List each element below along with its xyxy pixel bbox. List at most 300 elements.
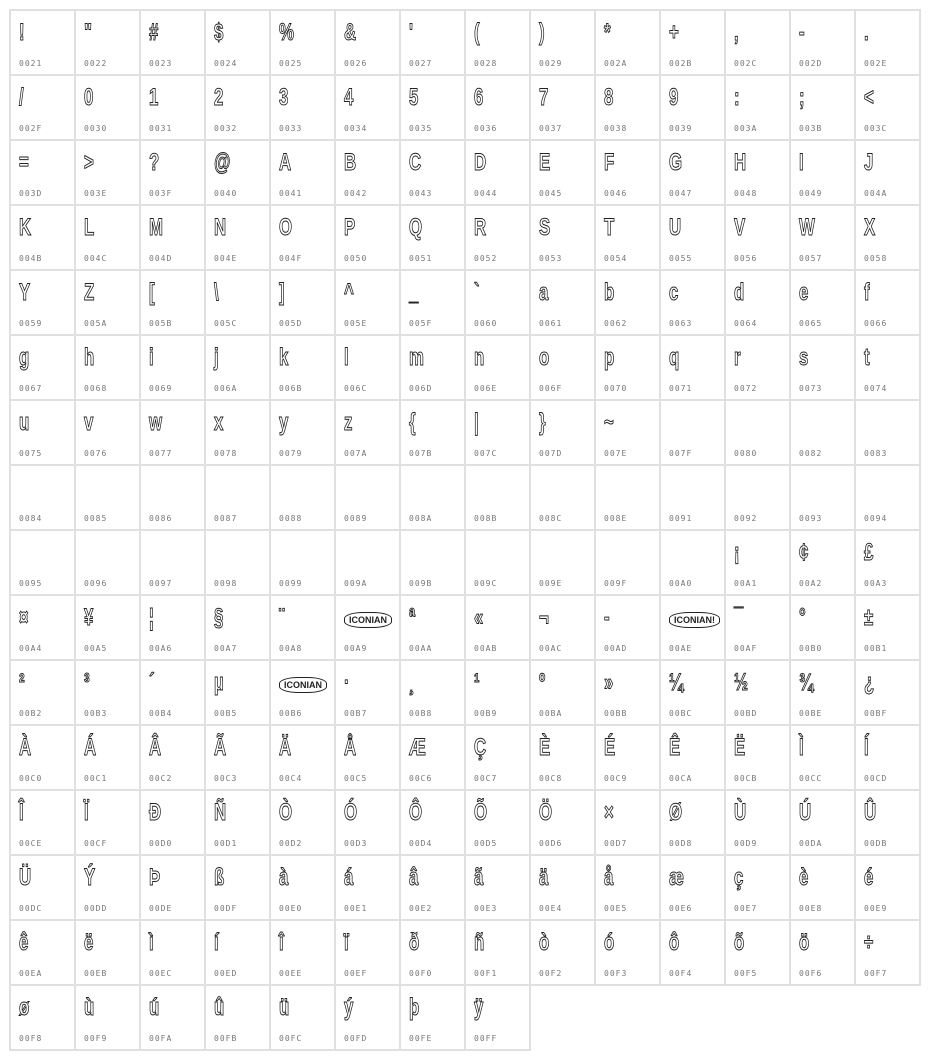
glyph-cell[interactable] [466, 596, 531, 661]
glyph: ï [344, 929, 349, 956]
glyph-code: 00E8 [799, 904, 823, 913]
glyph-cell[interactable] [661, 856, 726, 921]
glyph-cell[interactable] [271, 921, 336, 986]
glyph: ô [669, 929, 680, 956]
glyph-cell[interactable] [466, 206, 531, 271]
glyph-cell[interactable] [791, 791, 856, 856]
glyph-cell[interactable] [791, 661, 856, 726]
glyph-cell[interactable] [11, 11, 76, 76]
glyph-code: 00B3 [84, 709, 108, 718]
glyph-code: 004E [214, 254, 238, 263]
glyph-cell[interactable] [596, 141, 661, 206]
glyph: « [474, 604, 484, 631]
glyph-cell[interactable] [661, 11, 726, 76]
glyph-cell[interactable] [661, 141, 726, 206]
glyph: ã [474, 864, 484, 891]
glyph-cell[interactable] [791, 531, 856, 596]
glyph-cell[interactable] [726, 726, 791, 791]
glyph-cell[interactable] [11, 856, 76, 921]
glyph-cell[interactable] [596, 791, 661, 856]
glyph-cell[interactable] [726, 336, 791, 401]
glyph-cell[interactable] [271, 401, 336, 466]
glyph-cell[interactable] [661, 791, 726, 856]
glyph-cell[interactable] [726, 271, 791, 336]
glyph-code: 004C [84, 254, 108, 263]
glyph-cell[interactable] [11, 596, 76, 661]
glyph-code: 0077 [149, 449, 173, 458]
glyph-cell[interactable] [726, 401, 791, 466]
glyph-cell[interactable] [466, 401, 531, 466]
glyph-cell[interactable] [726, 596, 791, 661]
glyph-cell[interactable] [206, 791, 271, 856]
glyph-cell[interactable] [531, 11, 596, 76]
glyph-cell[interactable] [336, 726, 401, 791]
glyph-cell[interactable] [141, 466, 206, 531]
glyph-cell[interactable] [401, 531, 466, 596]
glyph-code: 00AA [409, 644, 433, 653]
glyph-cell[interactable] [206, 661, 271, 726]
glyph-cell[interactable] [856, 76, 921, 141]
glyph-cell[interactable] [596, 11, 661, 76]
glyph-cell[interactable] [726, 466, 791, 531]
glyph-cell[interactable] [466, 726, 531, 791]
glyph-cell[interactable] [791, 11, 856, 76]
glyph-cell[interactable] [401, 401, 466, 466]
glyph-cell[interactable] [206, 466, 271, 531]
glyph-cell[interactable] [271, 726, 336, 791]
glyph-cell[interactable] [401, 206, 466, 271]
glyph-code: 00E4 [539, 904, 563, 913]
glyph-cell[interactable] [531, 661, 596, 726]
glyph: ¿ [864, 669, 875, 696]
glyph-cell[interactable] [271, 531, 336, 596]
glyph-cell[interactable] [76, 336, 141, 401]
glyph-cell[interactable] [336, 791, 401, 856]
glyph-code: 003B [799, 124, 823, 133]
glyph-code: 0052 [474, 254, 498, 263]
glyph: . [864, 19, 869, 46]
glyph-cell[interactable] [336, 856, 401, 921]
glyph: r [734, 344, 741, 371]
glyph-code: 0099 [279, 579, 303, 588]
glyph-cell[interactable] [466, 986, 531, 1051]
glyph-cell[interactable] [726, 661, 791, 726]
glyph-cell[interactable] [76, 856, 141, 921]
glyph-code: 00F1 [474, 969, 498, 978]
glyph: þ [409, 994, 420, 1021]
glyph-cell[interactable] [11, 271, 76, 336]
glyph-cell[interactable] [141, 921, 206, 986]
glyph-cell[interactable] [76, 596, 141, 661]
glyph-code: 0089 [344, 514, 368, 523]
glyph-cell[interactable] [661, 76, 726, 141]
glyph-cell[interactable] [531, 791, 596, 856]
glyph-cell[interactable] [856, 726, 921, 791]
glyph-code: 0058 [864, 254, 888, 263]
glyph: { [409, 409, 416, 436]
glyph-cell[interactable] [466, 661, 531, 726]
glyph-cell[interactable] [11, 401, 76, 466]
glyph-cell[interactable] [661, 336, 726, 401]
glyph-cell[interactable] [206, 531, 271, 596]
glyph-cell[interactable] [791, 596, 856, 661]
glyph: à [279, 864, 289, 891]
glyph-cell[interactable] [401, 271, 466, 336]
glyph-cell[interactable] [466, 271, 531, 336]
glyph-code: 00F7 [864, 969, 888, 978]
glyph-cell[interactable] [141, 76, 206, 141]
glyph-cell[interactable] [661, 271, 726, 336]
glyph-cell[interactable] [206, 141, 271, 206]
glyph-code: 00AB [474, 644, 498, 653]
glyph-cell[interactable] [76, 466, 141, 531]
glyph-cell[interactable] [856, 141, 921, 206]
glyph-cell[interactable] [466, 336, 531, 401]
glyph: ó [604, 929, 615, 956]
glyph-cell[interactable] [206, 271, 271, 336]
glyph-cell[interactable] [466, 791, 531, 856]
glyph-cell[interactable] [11, 336, 76, 401]
glyph-cell[interactable] [206, 206, 271, 271]
glyph-cell[interactable] [596, 271, 661, 336]
glyph-cell[interactable] [531, 921, 596, 986]
glyph-cell[interactable] [206, 986, 271, 1051]
glyph-cell[interactable] [856, 531, 921, 596]
glyph-cell[interactable] [401, 856, 466, 921]
glyph-cell[interactable] [271, 856, 336, 921]
glyph-cell[interactable] [206, 726, 271, 791]
glyph-cell[interactable] [271, 76, 336, 141]
glyph-code: 00FF [474, 1034, 498, 1043]
glyph-cell[interactable] [336, 531, 401, 596]
glyph-cell[interactable] [76, 401, 141, 466]
glyph-cell[interactable] [76, 921, 141, 986]
glyph-cell[interactable] [401, 986, 466, 1051]
glyph-cell[interactable] [76, 726, 141, 791]
glyph-cell[interactable] [596, 856, 661, 921]
glyph: ; [799, 84, 805, 111]
glyph-cell[interactable] [596, 726, 661, 791]
glyph-code: 00FB [214, 1034, 238, 1043]
glyph-cell[interactable] [141, 141, 206, 206]
glyph: 9 [669, 84, 679, 111]
glyph-cell[interactable] [661, 466, 726, 531]
glyph-cell[interactable] [856, 336, 921, 401]
glyph-cell[interactable] [596, 596, 661, 661]
glyph-cell[interactable] [11, 986, 76, 1051]
glyph-cell[interactable] [206, 11, 271, 76]
glyph-cell[interactable] [11, 531, 76, 596]
glyph-cell[interactable] [141, 596, 206, 661]
glyph-cell[interactable] [791, 726, 856, 791]
glyph-cell[interactable] [336, 76, 401, 141]
glyph-cell[interactable] [401, 141, 466, 206]
glyph-cell[interactable] [856, 271, 921, 336]
glyph-code: 0028 [474, 59, 498, 68]
glyph: ´ [149, 669, 155, 696]
glyph: ý [344, 994, 354, 1021]
glyph-cell[interactable] [791, 921, 856, 986]
glyph-cell[interactable] [141, 856, 206, 921]
glyph-cell[interactable] [596, 661, 661, 726]
glyph-cell[interactable] [336, 401, 401, 466]
glyph-cell[interactable] [271, 141, 336, 206]
glyph-cell[interactable] [271, 791, 336, 856]
glyph-cell[interactable] [661, 206, 726, 271]
glyph-cell[interactable] [401, 791, 466, 856]
glyph-cell[interactable] [76, 531, 141, 596]
glyph-cell[interactable] [336, 141, 401, 206]
glyph-cell[interactable] [791, 466, 856, 531]
glyph-cell[interactable] [401, 726, 466, 791]
glyph-cell[interactable] [401, 336, 466, 401]
glyph-cell[interactable] [206, 596, 271, 661]
character-map-grid [9, 9, 921, 1051]
glyph-cell[interactable] [141, 531, 206, 596]
glyph-cell[interactable] [791, 206, 856, 271]
glyph-cell[interactable] [206, 401, 271, 466]
glyph-cell[interactable] [531, 856, 596, 921]
glyph-code: 0025 [279, 59, 303, 68]
glyph-cell[interactable] [336, 921, 401, 986]
glyph: 6 [474, 84, 484, 111]
glyph-cell[interactable] [336, 336, 401, 401]
glyph-cell[interactable] [11, 661, 76, 726]
glyph-code: 003F [149, 189, 173, 198]
glyph-code: 007F [669, 449, 693, 458]
glyph-cell[interactable] [11, 921, 76, 986]
glyph-cell[interactable] [206, 336, 271, 401]
glyph-cell[interactable] [141, 11, 206, 76]
glyph-cell[interactable] [531, 531, 596, 596]
glyph: è [799, 864, 809, 891]
glyph-code: 0057 [799, 254, 823, 263]
glyph-cell[interactable] [596, 401, 661, 466]
glyph-cell[interactable] [141, 791, 206, 856]
glyph: Ö [539, 799, 553, 826]
glyph-cell[interactable] [856, 661, 921, 726]
glyph-cell[interactable] [531, 401, 596, 466]
glyph-cell[interactable] [141, 661, 206, 726]
glyph-cell[interactable] [856, 921, 921, 986]
glyph-cell[interactable] [76, 206, 141, 271]
glyph-cell[interactable] [11, 206, 76, 271]
glyph-cell[interactable] [466, 531, 531, 596]
glyph: k [279, 344, 289, 371]
glyph-cell[interactable] [596, 466, 661, 531]
glyph-cell[interactable] [596, 921, 661, 986]
glyph-code: 0098 [214, 579, 238, 588]
glyph-cell[interactable] [531, 466, 596, 531]
glyph-cell[interactable] [531, 336, 596, 401]
glyph-code: 00A7 [214, 644, 238, 653]
glyph-cell[interactable] [401, 661, 466, 726]
glyph: X [864, 214, 876, 241]
glyph-cell[interactable] [206, 76, 271, 141]
glyph-code: 0071 [669, 384, 693, 393]
glyph: ÷ [864, 929, 874, 956]
glyph: Ä [279, 734, 292, 761]
glyph-code: 0045 [539, 189, 563, 198]
glyph-cell[interactable] [726, 791, 791, 856]
glyph-cell[interactable] [791, 336, 856, 401]
glyph-cell[interactable] [856, 401, 921, 466]
glyph-code: 006A [214, 384, 238, 393]
glyph-cell[interactable] [141, 401, 206, 466]
glyph-cell[interactable] [401, 76, 466, 141]
glyph-cell[interactable] [661, 401, 726, 466]
glyph-cell[interactable] [76, 271, 141, 336]
glyph-cell[interactable] [791, 271, 856, 336]
glyph-cell[interactable] [726, 856, 791, 921]
glyph-cell[interactable] [336, 596, 401, 661]
glyph: R [474, 214, 487, 241]
glyph-cell[interactable] [726, 141, 791, 206]
glyph-cell[interactable] [271, 466, 336, 531]
glyph-cell[interactable] [206, 856, 271, 921]
glyph-cell[interactable] [141, 336, 206, 401]
glyph-cell[interactable] [466, 856, 531, 921]
glyph-cell[interactable] [726, 11, 791, 76]
glyph: Y [19, 279, 31, 306]
glyph-cell[interactable] [11, 726, 76, 791]
glyph-cell[interactable] [141, 271, 206, 336]
glyph: ÿ [474, 994, 484, 1021]
glyph-cell[interactable] [531, 76, 596, 141]
glyph-cell[interactable] [531, 271, 596, 336]
glyph-code: 0096 [84, 579, 108, 588]
glyph-cell[interactable] [856, 596, 921, 661]
glyph-cell[interactable] [401, 921, 466, 986]
glyph-cell[interactable] [76, 11, 141, 76]
glyph-cell[interactable] [791, 856, 856, 921]
glyph-code: 00E6 [669, 904, 693, 913]
glyph-cell[interactable] [531, 726, 596, 791]
glyph-cell[interactable] [856, 791, 921, 856]
glyph: â [409, 864, 419, 891]
glyph-cell[interactable] [11, 141, 76, 206]
glyph: 4 [344, 84, 354, 111]
glyph: î [279, 929, 284, 956]
glyph-cell[interactable] [271, 986, 336, 1051]
glyph-cell[interactable] [596, 336, 661, 401]
glyph: ¡ [734, 539, 740, 566]
glyph-cell[interactable] [76, 986, 141, 1051]
glyph-cell[interactable] [336, 11, 401, 76]
glyph-cell[interactable] [531, 206, 596, 271]
glyph-cell[interactable] [466, 11, 531, 76]
glyph-cell[interactable] [336, 271, 401, 336]
glyph-cell[interactable] [141, 726, 206, 791]
glyph-code: 00D0 [149, 839, 173, 848]
glyph-cell[interactable] [401, 466, 466, 531]
glyph-cell[interactable] [401, 596, 466, 661]
glyph-cell[interactable] [726, 206, 791, 271]
glyph-cell[interactable] [206, 921, 271, 986]
glyph-cell[interactable] [791, 141, 856, 206]
glyph-cell[interactable] [531, 596, 596, 661]
glyph-cell[interactable] [271, 661, 336, 726]
glyph-cell[interactable] [466, 141, 531, 206]
glyph-cell[interactable] [466, 466, 531, 531]
glyph-code: 00C7 [474, 774, 498, 783]
glyph-cell[interactable] [336, 206, 401, 271]
glyph-code: 0063 [669, 319, 693, 328]
glyph-cell[interactable] [76, 76, 141, 141]
glyph-cell[interactable] [726, 76, 791, 141]
glyph-cell[interactable] [661, 531, 726, 596]
glyph-code: 0088 [279, 514, 303, 523]
glyph-cell[interactable] [76, 141, 141, 206]
glyph-cell[interactable] [856, 856, 921, 921]
glyph-cell[interactable] [791, 401, 856, 466]
glyph-cell[interactable] [76, 661, 141, 726]
glyph-code: 003A [734, 124, 758, 133]
glyph-cell[interactable] [661, 596, 726, 661]
glyph-cell[interactable] [141, 986, 206, 1051]
glyph: p [604, 344, 615, 371]
glyph-cell[interactable] [596, 76, 661, 141]
glyph-cell[interactable] [401, 11, 466, 76]
glyph-cell[interactable] [791, 76, 856, 141]
glyph-code: 00C9 [604, 774, 628, 783]
glyph-code: 002D [799, 59, 823, 68]
glyph-cell[interactable] [466, 76, 531, 141]
glyph-cell[interactable] [661, 921, 726, 986]
glyph: q [669, 344, 680, 371]
glyph-cell[interactable] [271, 336, 336, 401]
glyph-cell[interactable] [336, 986, 401, 1051]
glyph-cell[interactable] [726, 531, 791, 596]
glyph-cell[interactable] [141, 206, 206, 271]
glyph-cell[interactable] [856, 206, 921, 271]
glyph-cell[interactable] [856, 466, 921, 531]
glyph: ø [19, 994, 30, 1021]
glyph-cell[interactable] [596, 531, 661, 596]
glyph-code: 00CF [84, 839, 108, 848]
glyph-cell[interactable] [76, 791, 141, 856]
glyph-cell[interactable] [726, 921, 791, 986]
glyph-cell[interactable] [466, 921, 531, 986]
glyph-cell[interactable] [856, 11, 921, 76]
glyph: 0 [84, 84, 94, 111]
glyph: v [84, 409, 94, 436]
glyph-code: 008E [604, 514, 628, 523]
glyph: # [149, 19, 159, 46]
glyph-cell[interactable] [271, 11, 336, 76]
glyph-cell[interactable] [531, 141, 596, 206]
glyph-cell[interactable] [271, 596, 336, 661]
glyph: È [539, 734, 551, 761]
glyph-cell[interactable] [661, 661, 726, 726]
glyph-cell[interactable] [661, 726, 726, 791]
glyph-cell[interactable] [336, 661, 401, 726]
glyph-cell[interactable] [11, 791, 76, 856]
glyph: Î [19, 799, 24, 826]
glyph-cell[interactable] [271, 271, 336, 336]
glyph-cell[interactable] [11, 466, 76, 531]
glyph-cell[interactable] [11, 76, 76, 141]
glyph: [ [149, 279, 155, 306]
glyph-cell[interactable] [596, 206, 661, 271]
glyph-code: 00CD [864, 774, 888, 783]
glyph-cell[interactable] [271, 206, 336, 271]
glyph: ¬ [539, 604, 549, 631]
glyph: i [149, 344, 154, 371]
glyph-cell[interactable] [336, 466, 401, 531]
glyph: e [799, 279, 809, 306]
glyph: w [149, 409, 163, 436]
